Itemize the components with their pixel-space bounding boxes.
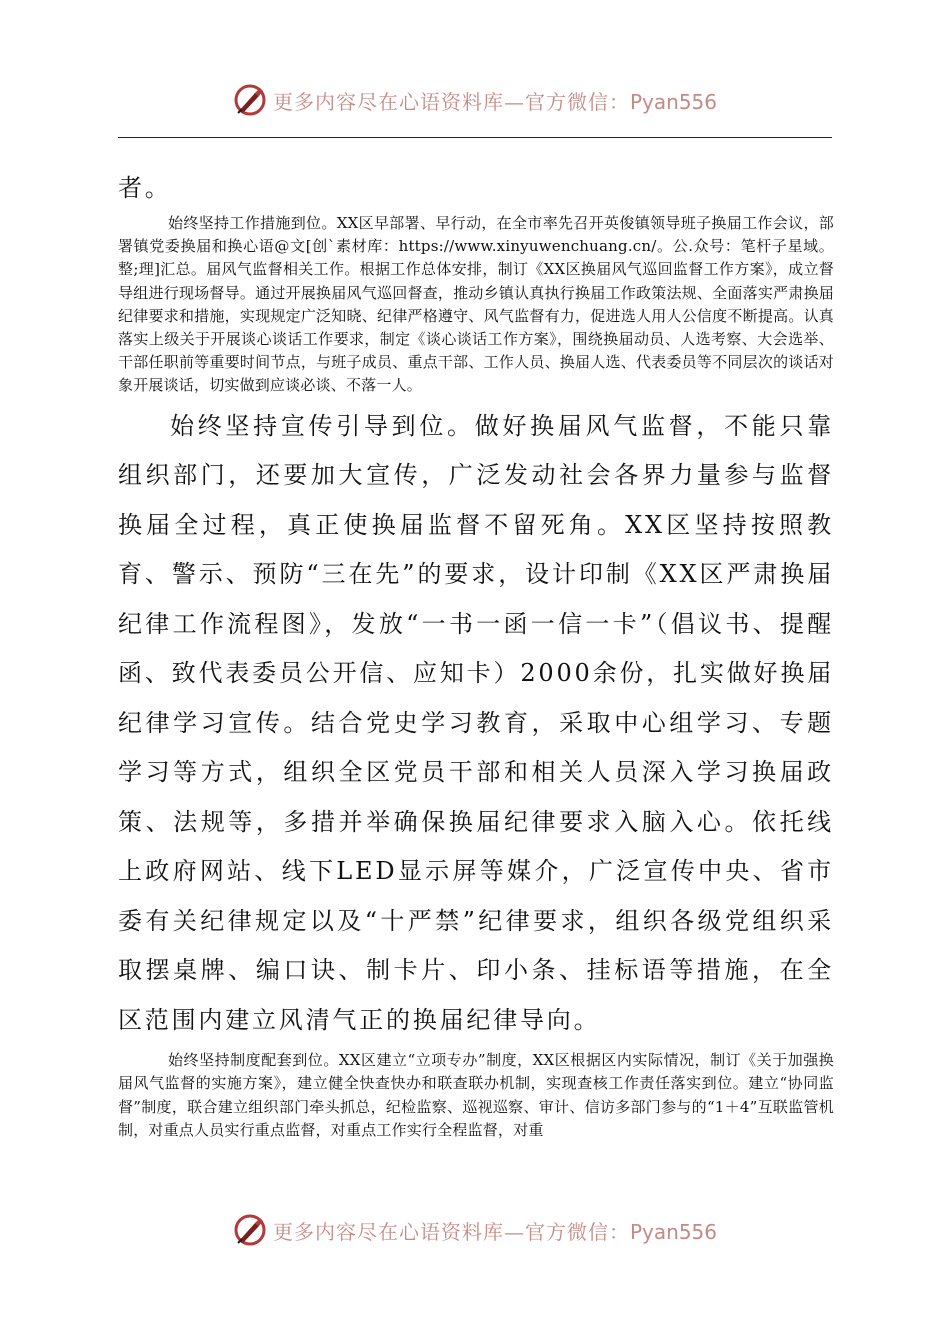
header-watermark-banner (0, 78, 950, 122)
pen-logo-icon (233, 83, 267, 117)
footer-watermark-banner (0, 1208, 950, 1252)
paragraph-publicity-guidance: 始终坚持宣传引导到位。做好换届风气监督，不能只靠组织部门，还要加大宣传，广泛发动社会各界力量参与监督换届全过程，真正使换届监督不留死角。XX区坚持按照教育、警示、预防“三在先”的要求，设计印制《XX区严肃换届纪律工作流程图》，发放“一书一函一信一卡”（倡议书、提醒函、致代表委员公开信、应知卡）2000余份，扎实做好换届纪律学习宣传。结合党史学习教育，采取中心组学习、专题学习等方式，组织全区党员干部和相关人员深入学习换届政策、法规等，多措并举确保换届纪律要求入脑入心。依托线上政府网站、线下LED显示屏等媒介，广泛宣传中央、省市委有关纪律规定以及“十严禁”纪律要求，组织各级党组织采取摆桌牌、编口诀、制卡片、印小条、挂标语等措施，在全区范围内建立风清气正的换届纪律导向。 (118, 411, 834, 1034)
banner-text: 更多内容尽在心语资料库—官方微信：Pyan556 (272, 1219, 717, 1244)
paragraph-system-support: 始终坚持制度配套到位。XX区建立“立项专办”制度，XX区根据区内实际情况，制订《关于加强换届风气监督的实施方案》，建立健全快查快办和联查联办机制，实现查核工作责任落实到位。建立“协同监督”制度，联合建立组织部门牵头抓总，纪检监察、巡视巡察、审计、信访多部门参与的“1＋4”互联监管机制，对重点人员实行重点监督，对重点工作实行全程监督，对重 (118, 1051, 834, 1139)
document-body (118, 168, 834, 1142)
pen-logo-icon (233, 1213, 267, 1247)
header-divider (118, 137, 832, 138)
paragraph-continuation: 者。 (118, 174, 172, 202)
banner-text: 更多内容尽在心语资料库—官方微信：Pyan556 (272, 89, 717, 114)
paragraph-work-measures: 始终坚持工作措施到位。XX区早部署、早行动，在全市率先召开英俊镇领导班子换届工作会议，部署镇党委换届和换心语@文[创`素材库：https://www.xinyuwenchuang.cn/。公.众号：笔杆子星域。整;理]汇总。届风气监督相关工作。根据工作总体安排，制订《XX区换届风气巡回监督工作方案》，成立督导组进行现场督导。通过开展换届风气巡回督查，推动乡镇认真执行换届工作政策法规、全面落实严肃换届纪律要求和措施，实现规定广泛知晓、纪律严格遵守、风气监督有力，促进选人用人公信度不断提高。认真落实上级关于开展谈心谈话工作要求，制定《谈心谈话工作方案》，围绕换届动员、人选考察、大会选举、干部任职前等重要时间节点，与班子成员、重点干部、工作人员、换届人选、代表委员等不同层次的谈话对象开展谈话，切实做到应谈必谈、不落一人。 (118, 214, 834, 395)
